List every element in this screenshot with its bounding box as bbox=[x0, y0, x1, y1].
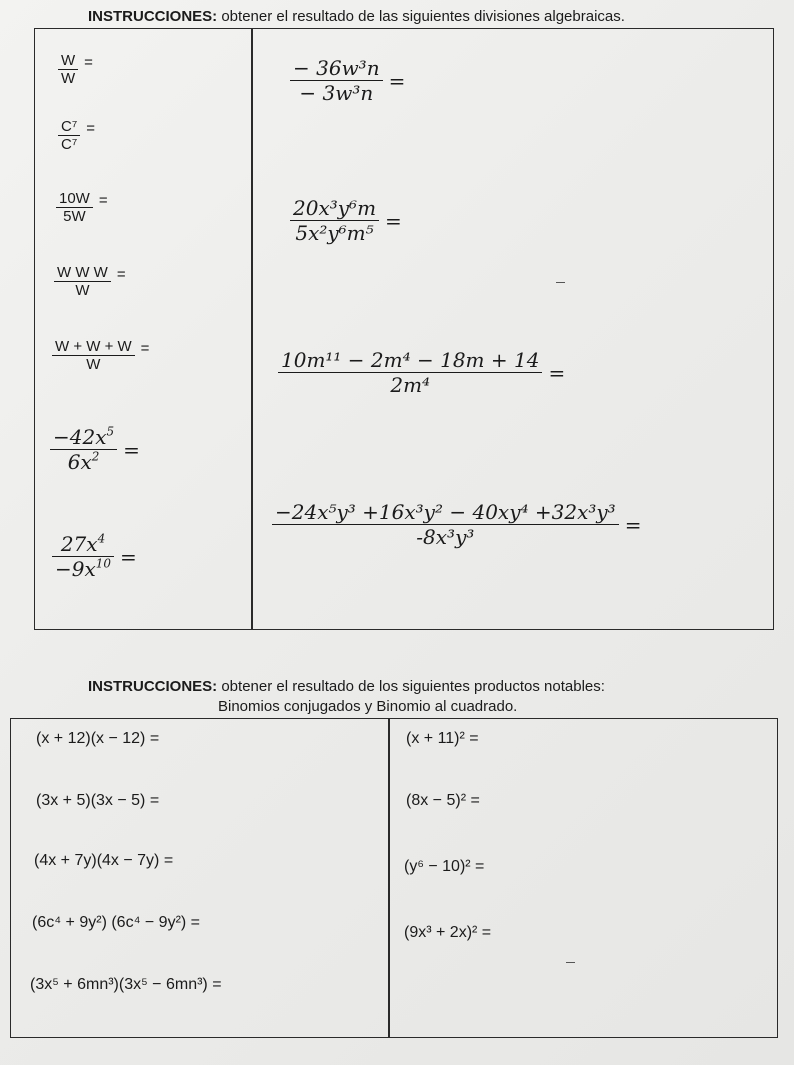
section1-title: INSTRUCCIONES: obtener el resultado de las siguientes divisiones algebraicas. bbox=[88, 8, 625, 25]
product-left-2: (3x + 5)(3x − 5) = bbox=[36, 792, 160, 809]
division-right-3: $\frac{\text{10m¹¹ − 2m⁴ − 18m + 14}}{\text{2m⁴}}$ = bbox=[278, 348, 565, 397]
divisions-table-divider bbox=[251, 28, 253, 630]
division-left-4: $\frac{\text{W W W}}{W}$ = bbox=[54, 264, 126, 299]
division-right-4: $\frac{\text{−24x⁵y³ +16x³y² − 40xy⁴ +32x³y³}}{\text{-8x³y³}}$ = bbox=[272, 500, 641, 549]
division-right-2: $\frac{\text{20x³y⁶m}}{\text{5x²y⁶m⁵}}$ = bbox=[290, 196, 402, 245]
pen-mark bbox=[556, 282, 565, 283]
product-left-1: (x + 12)(x − 12) = bbox=[36, 730, 160, 747]
division-left-6: $\frac{-42x^5}{6x^2}$ = bbox=[50, 425, 140, 474]
product-right-1: (x + 11)² = bbox=[406, 730, 479, 747]
division-right-1: $\frac{\text{− 36w³n}}{\text{− 3w³n}}$ = bbox=[290, 56, 405, 105]
section2-title: INSTRUCCIONES: obtener el resultado de los siguientes productos notables: bbox=[88, 678, 605, 695]
product-right-4: (9x³ + 2x)² = bbox=[404, 924, 492, 941]
product-right-2: (8x − 5)² = bbox=[406, 792, 480, 809]
product-left-4: (6c⁴ + 9y²) (6c⁴ − 9y²) = bbox=[32, 914, 201, 931]
division-left-1: $\frac{W}{W}$ = bbox=[58, 52, 93, 87]
product-left-5: (3x⁵ + 6mn³)(3x⁵ − 6mn³) = bbox=[30, 976, 222, 993]
division-left-7: $\frac{27x^4}{-9x^{10}}$ = bbox=[52, 532, 137, 581]
division-left-3: $\frac{10W}{5W}$ = bbox=[56, 190, 108, 225]
product-right-3: (y⁶ − 10)² = bbox=[404, 858, 485, 875]
division-left-2: $\frac{\text{C⁷}}{\text{C⁷}}$ = bbox=[58, 118, 95, 153]
product-left-3: (4x + 7y)(4x − 7y) = bbox=[34, 852, 174, 869]
division-left-5: $\frac{W + W + W}{W}$ = bbox=[52, 338, 149, 373]
pen-mark bbox=[566, 962, 575, 963]
section2-subtitle: Binomios conjugados y Binomio al cuadrado. bbox=[218, 698, 518, 715]
products-table-divider bbox=[388, 718, 390, 1038]
